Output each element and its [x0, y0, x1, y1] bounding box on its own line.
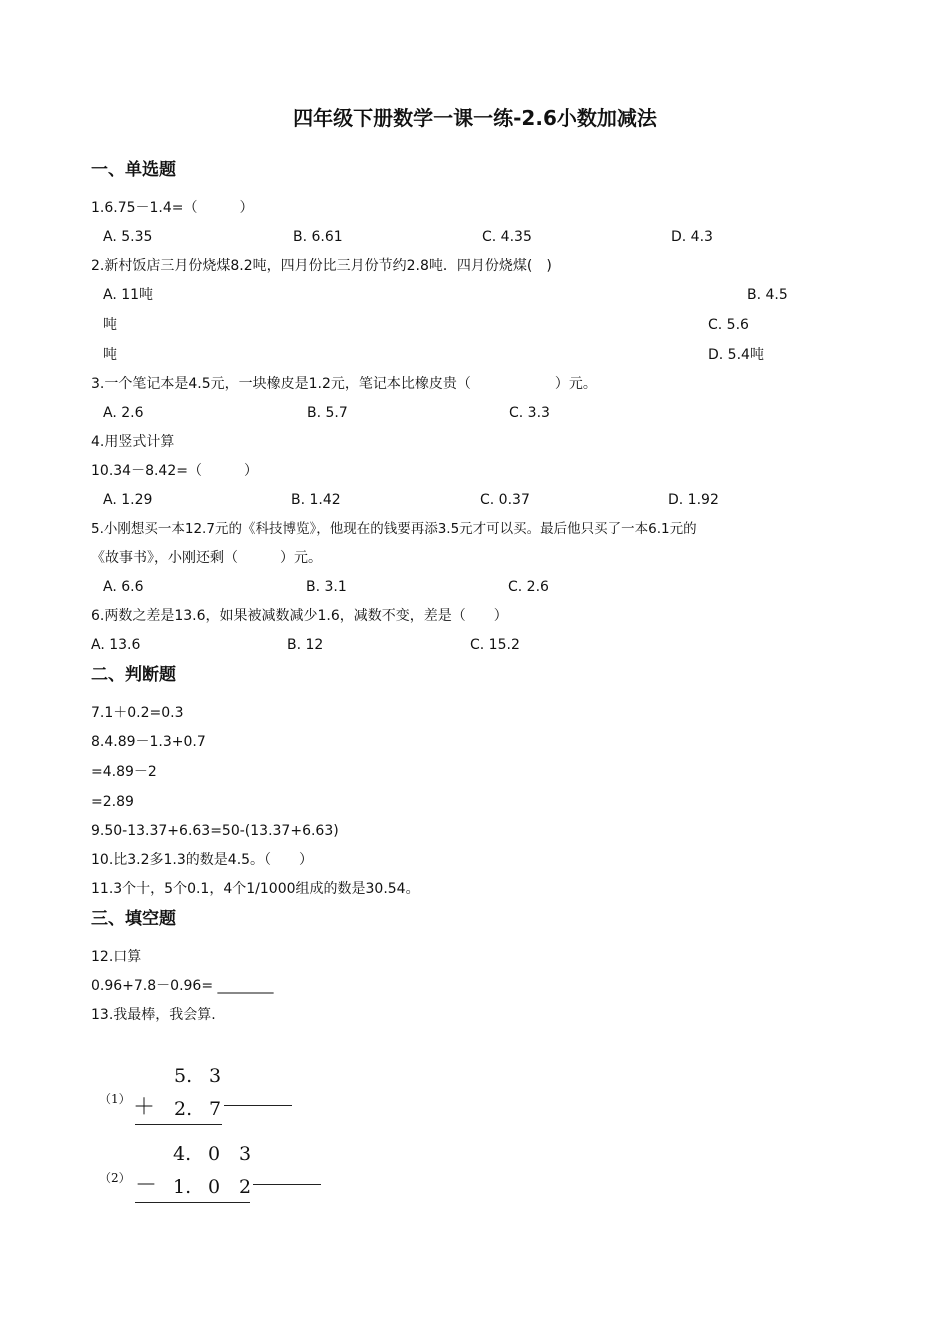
section-heading-single-choice: 一、单选题 — [91, 160, 176, 180]
calc2-bottom-digit-3: 2 — [239, 1176, 252, 1198]
q4-option-a[interactable]: A. 1.29 — [103, 492, 153, 508]
calc1-sum-rule — [135, 1124, 222, 1125]
calc2-bottom-digit-1: 1. — [173, 1176, 192, 1198]
q6-option-b[interactable]: B. 12 — [287, 637, 324, 653]
question-4-stem: 4.用竖式计算 — [91, 434, 175, 450]
question-13-title: 13.我最棒，我会算. — [91, 1007, 216, 1023]
judge-item-8-line-1: 8.4.89－1.3+0.7 — [91, 734, 206, 750]
question-5-stem-line-1: 5.小刚想买一本12.7元的《科技博览》，他现在的钱要再添3.5元才可以买。最后他只买了一本6.1元的 — [91, 521, 697, 537]
page-title: 四年级下册数学一课一练-2.6小数加减法 — [293, 106, 657, 130]
q2-option-d[interactable]: D. 5.4吨 — [708, 347, 764, 363]
minus-sign: － — [135, 1173, 158, 1198]
q6-option-c[interactable]: C. 15.2 — [470, 637, 520, 653]
q1-option-c[interactable]: C. 4.35 — [482, 229, 532, 245]
judge-item-8-line-3: =2.89 — [91, 794, 134, 810]
calc1-top-digit-1: 5. — [174, 1065, 193, 1087]
q3-option-c[interactable]: C. 3.3 — [509, 405, 550, 421]
question-2-stem: 2.新村饭店三月份烧煤8.2吨，四月份比三月份节约2.8吨．四月份烧煤( ) — [91, 258, 552, 274]
calc2-difference-rule — [135, 1202, 250, 1203]
q2-option-b[interactable]: B. 4.5 — [747, 287, 788, 303]
calc1-bottom-digit-2: 7 — [209, 1098, 222, 1120]
q2-option-a[interactable]: A. 11吨 — [103, 287, 154, 303]
q3-option-b[interactable]: B. 5.7 — [307, 405, 348, 421]
calc1-bottom-digit-1: 2. — [174, 1098, 193, 1120]
q6-option-a[interactable]: A. 13.6 — [91, 637, 141, 653]
q1-option-d[interactable]: D. 4.3 — [671, 229, 713, 245]
q1-option-a[interactable]: A. 5.35 — [103, 229, 153, 245]
q5-option-c[interactable]: C. 2.6 — [508, 579, 549, 595]
judge-item-8-line-2: =4.89－2 — [91, 764, 157, 780]
q4-option-d[interactable]: D. 1.92 — [668, 492, 719, 508]
q2-option-b-unit: 吨 — [103, 317, 117, 333]
q2-option-c[interactable]: C. 5.6 — [708, 317, 749, 333]
question-4-expression: 10.34－8.42=（ ） — [91, 463, 258, 479]
q3-option-a[interactable]: A. 2.6 — [103, 405, 144, 421]
plus-sign: ＋ — [133, 1095, 156, 1120]
q1-option-b[interactable]: B. 6.61 — [293, 229, 343, 245]
calc2-label: （2） — [99, 1171, 131, 1185]
judge-item-9: 9.50-13.37+6.63=50-(13.37+6.63) — [91, 823, 339, 839]
calc1-answer-line[interactable] — [224, 1105, 292, 1106]
section-heading-fill-blank: 三、填空题 — [91, 909, 176, 929]
question-5-stem-line-2: 《故事书》，小刚还剩（ ）元。 — [91, 550, 322, 566]
calc2-top-digit-3: 3 — [239, 1143, 252, 1165]
question-3-stem: 3.一个笔记本是4.5元，一块橡皮是1.2元，笔记本比橡皮贵（ ）元。 — [91, 376, 597, 392]
calc2-answer-line[interactable] — [253, 1184, 321, 1185]
q5-option-b[interactable]: B. 3.1 — [306, 579, 347, 595]
question-6-stem: 6.两数之差是13.6，如果被减数减少1.6，减数不变，差是（ ） — [91, 608, 508, 624]
calc1-top-digit-2: 3 — [209, 1065, 222, 1087]
q4-option-b[interactable]: B. 1.42 — [291, 492, 341, 508]
calc2-top-digit-1: 4. — [173, 1143, 192, 1165]
calc2-bottom-digit-2: 0 — [208, 1176, 221, 1198]
question-12-title: 12.口算 — [91, 949, 142, 965]
calc2-top-digit-2: 0 — [208, 1143, 221, 1165]
q5-option-a[interactable]: A. 6.6 — [103, 579, 144, 595]
question-12-expression[interactable]: 0.96+7.8－0.96= ________ — [91, 978, 274, 994]
question-1-stem: 1.6.75－1.4=（ ） — [91, 200, 254, 216]
judge-item-11: 11.3个十，5个0.1，4个1/1000组成的数是30.54。 — [91, 881, 420, 897]
q4-option-c[interactable]: C. 0.37 — [480, 492, 530, 508]
section-heading-true-false: 二、判断题 — [91, 665, 176, 685]
judge-item-7: 7.1＋0.2=0.3 — [91, 705, 184, 721]
judge-item-10: 10.比3.2多1.3的数是4.5。（ ） — [91, 852, 314, 868]
calc1-label: （1） — [99, 1092, 131, 1106]
q2-option-c-unit: 吨 — [103, 347, 117, 363]
